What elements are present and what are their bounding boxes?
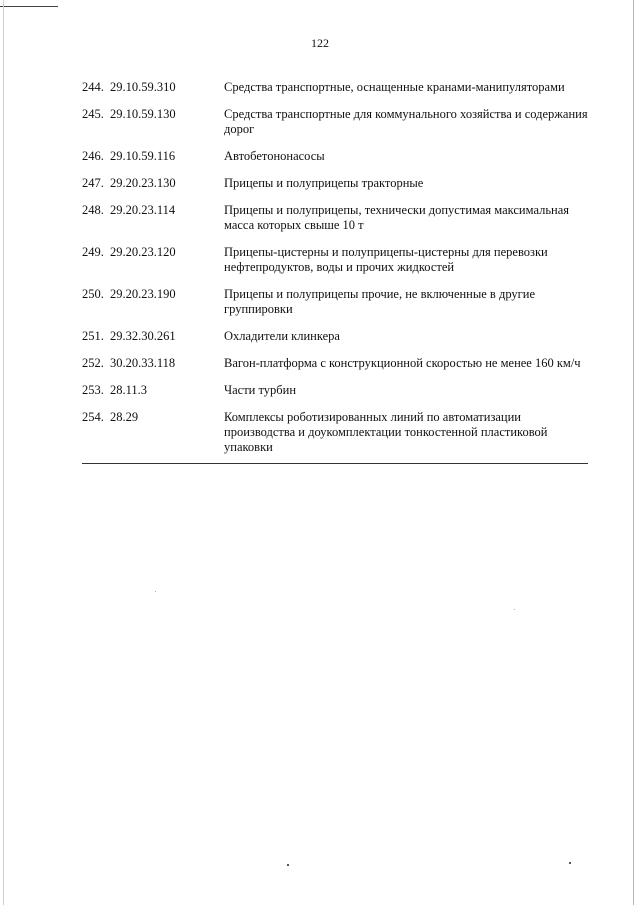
top-rule xyxy=(0,6,58,7)
row-number: 252. xyxy=(82,356,104,370)
list-row xyxy=(82,245,588,275)
row-number: 250. xyxy=(82,287,104,301)
list-row xyxy=(82,287,588,317)
row-code: 30.20.33.118 xyxy=(110,356,176,370)
row-description: Прицепы-цистерны и полуприцепы-цистерны для перевозки нефтепродуктов, воды и прочих жидкостей xyxy=(224,245,548,274)
scan-edge-right xyxy=(633,0,634,905)
list-row xyxy=(82,176,588,191)
row-description: Автобетононасосы xyxy=(224,149,325,163)
list-row xyxy=(82,107,588,137)
row-code: 29.10.59.310 xyxy=(110,80,176,94)
row-description: Прицепы и полуприцепы прочие, не включенные в другие группировки xyxy=(224,287,536,316)
list-row xyxy=(82,80,588,95)
list-row xyxy=(82,356,588,371)
row-number: 245. xyxy=(82,107,104,121)
row-code: 29.20.23.114 xyxy=(110,203,176,217)
row-number: 253. xyxy=(82,383,104,397)
row-number: 254. xyxy=(82,410,104,424)
row-code: 29.10.59.130 xyxy=(110,107,176,121)
table-bottom-rule xyxy=(82,463,588,464)
list-row xyxy=(82,149,588,164)
row-number: 248. xyxy=(82,203,104,217)
row-description: Средства транспортные, оснащенные кранами-манипуляторами xyxy=(224,80,565,94)
page-number: 122 xyxy=(311,36,329,50)
row-description: Средства транспортные для коммунального хозяйства и содержания дорог xyxy=(224,107,588,136)
row-code: 29.20.23.130 xyxy=(110,176,176,190)
row-number: 244. xyxy=(82,80,104,94)
row-number: 246. xyxy=(82,149,104,163)
list-row xyxy=(82,329,588,344)
list-table xyxy=(82,80,588,467)
row-description: Охладители клинкера xyxy=(224,329,340,343)
row-code: 28.29 xyxy=(110,410,139,424)
list-row xyxy=(82,203,588,233)
row-number: 251. xyxy=(82,329,104,343)
row-number: 247. xyxy=(82,176,104,190)
scan-speck xyxy=(155,591,156,592)
scan-speck xyxy=(569,862,571,864)
row-code: 29.20.23.120 xyxy=(110,245,176,259)
row-number: 249. xyxy=(82,245,104,259)
row-description: Части турбин xyxy=(224,383,297,397)
row-code: 28.11.3 xyxy=(110,383,148,397)
scan-speck xyxy=(514,609,515,610)
scan-speck xyxy=(287,864,289,866)
row-description: Вагон-платформа с конструкционной скоростью не менее 160 км/ч xyxy=(224,356,581,370)
row-code: 29.32.30.261 xyxy=(110,329,176,343)
scan-edge-left xyxy=(3,0,4,905)
row-description: Прицепы и полуприцепы, технически допустимая максимальная масса которых свыше 10 т xyxy=(224,203,570,232)
row-description: Комплексы роботизированных линий по автоматизации производства и доукомплектации тонкостенной пластиковой упаковки xyxy=(224,410,548,454)
row-description: Прицепы и полуприцепы тракторные xyxy=(224,176,424,190)
row-code: 29.10.59.116 xyxy=(110,149,176,163)
row-code: 29.20.23.190 xyxy=(110,287,176,301)
list-row xyxy=(82,410,588,455)
list-row xyxy=(82,383,588,398)
